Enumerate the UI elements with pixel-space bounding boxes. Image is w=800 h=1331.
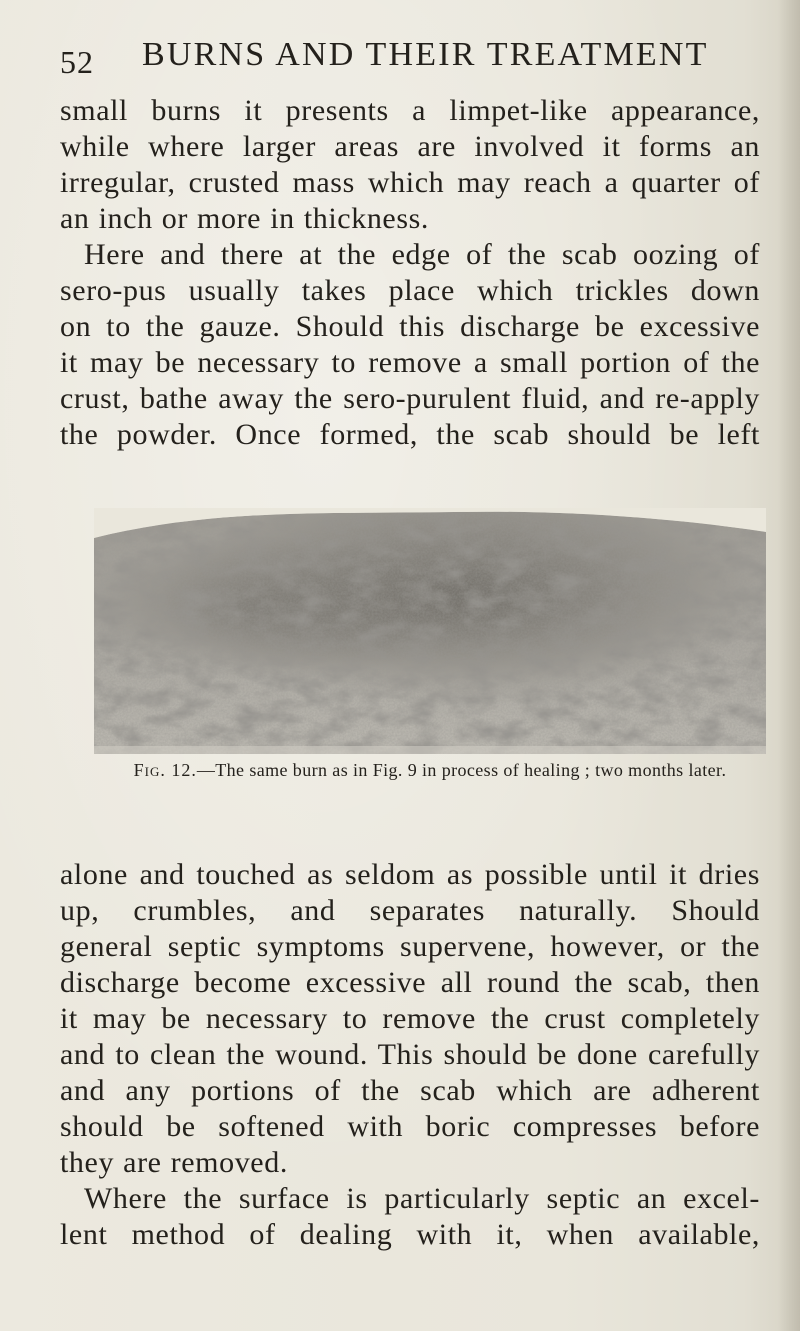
text-line: small burns it presents a limpet-like appearance, <box>60 94 760 127</box>
text-line: it may be necessary to remove the crust completely <box>60 1002 760 1035</box>
text-line: it may be necessary to remove a small portion of the <box>60 346 760 379</box>
text-line: an inch or more in thickness. <box>60 202 429 235</box>
figure-caption-text: —The same burn as in Fig. 9 in process of healing ; two months later. <box>196 760 727 780</box>
body-text-bottom <box>60 857 760 1253</box>
figure-caption-label: Fig. 12. <box>133 760 197 780</box>
text-line: the powder. Once formed, the scab should be left <box>60 418 760 451</box>
text-line: they are removed. <box>60 1146 288 1179</box>
text-line: discharge become excessive all round the scab, then <box>60 966 760 999</box>
body-text-top <box>60 93 760 453</box>
text-line: up, crumbles, and separates naturally. Should <box>60 894 760 927</box>
text-line: Where the surface is particularly septic an excel- <box>84 1182 760 1215</box>
text-line: crust, bathe away the sero-purulent fluid, and re-apply <box>60 382 760 415</box>
header-title: BURNS AND THEIR TREATMENT <box>142 36 709 73</box>
running-head <box>60 30 760 80</box>
page-number: 52 <box>60 44 94 80</box>
text-line: general septic symptoms supervene, however, or the <box>60 930 760 963</box>
figure-caption <box>94 760 766 780</box>
text-line: on to the gauze. Should this discharge be excessive <box>60 310 760 343</box>
text-line: Here and there at the edge of the scab oozing of <box>84 238 760 271</box>
burn-photograph <box>94 508 766 754</box>
text-line: irregular, crusted mass which may reach a quarter of <box>60 166 760 199</box>
photo-halftone <box>94 508 766 754</box>
text-line: while where larger areas are involved it forms an <box>60 130 760 163</box>
text-line: should be softened with boric compresses before <box>60 1110 760 1143</box>
text-line: and any portions of the scab which are adherent <box>60 1074 760 1107</box>
page-edge-shadow <box>778 0 800 1331</box>
text-line: sero-pus usually takes place which trickles down <box>60 274 760 307</box>
text-line: lent method of dealing with it, when available, <box>60 1218 760 1251</box>
text-line: and to clean the wound. This should be done carefully <box>60 1038 760 1071</box>
text-line: alone and touched as seldom as possible until it dries <box>60 858 760 891</box>
